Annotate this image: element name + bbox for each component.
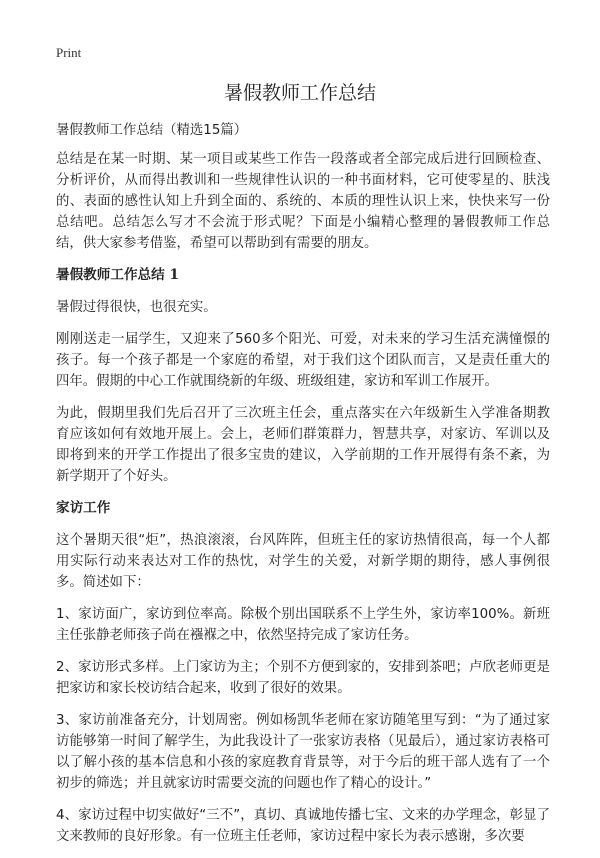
paragraph: 2、家访形式多样。上门家访为主；个别不方便到家的，安排到茶吧；卢欣老师更是把家访和家长校访结合起来，收到了很好的效果。 — [56, 660, 550, 696]
article-body — [56, 120, 550, 858]
page-title: 暑假教师工作总结 — [223, 82, 376, 104]
paragraph: 暑假过得很快，也很充实。 — [56, 300, 217, 315]
paragraph: 为此，假期里我们先后召开了三次班主任会，重点落实在六年级新生入学准备期教育应该如何有效地开展上。会上，老师们群策群力，智慧共享，对家访、军训以及即将到来的开学工作提出了很多宝贵的建议，入学前期的工作开展得有条不紊，为新学期开了个好头。 — [56, 406, 550, 484]
paragraph: 4、家访过程中切实做好“三不”，真切、真诚地传播七宝、文来的办学理念，彰显了文来教师的良好形象。有一位班主任老师，家访过程中家长为表示感谢，多次要 — [56, 808, 550, 844]
paragraph: 刚刚送走一届学生，又迎来了560多个阳光、可爱，对未来的学习生活充满憧憬的孩子。每一个孩子都是一个家庭的希望，对于我们这个团队而言，又是责任重大的四年。假期的中心工作就围绕新的年级、班级组建，家访和军训工作展开。 — [56, 332, 550, 389]
article-subtitle: 暑假教师工作总结（精选15篇） — [56, 123, 248, 138]
paragraph: 3、家访前准备充分，计划周密。例如杨凯华老师在家访随笔里写到：“为了通过家访能够第一时间了解学生，为此我设计了一张家访表格（见最后），通过家访表格可以了解小孩的基本信息和小孩的家庭教育背景等，对于今后的班干部人选有了一个初步的筛选；并且就家访时需要交流的问题也作了精心的设计。” — [56, 713, 550, 791]
intro-paragraph: 总结是在某一时期、某一项目或某些工作告一段落或者全部完成后进行回顾检查、分析评价，从而得出教训和一些规律性认识的一种书面材料，它可使零星的、肤浅的、表面的感性认知上升到全面的、系统的、本质的理性认识上来，快快来写一份总结吧。总结怎么写才不会流于形式呢？下面是小编精心整理的暑假教师工作总结，供大家参考借鉴，希望可以帮助到有需要的朋友。 — [56, 152, 550, 251]
section-heading-summary-1: 暑假教师工作总结 1 — [56, 267, 179, 283]
print-link[interactable]: Print — [56, 45, 82, 60]
paragraph: 这个暑期天很“炬”，热浪滚滚，台风阵阵，但班主任的家访热情很高，每一个人都用实际行动来表达对工作的热忱，对学生的关爱，对新学期的期待，感人事例很多。简述如下： — [56, 533, 550, 590]
paragraph: 1、家访面广，家访到位率高。除极个别出国联系不上学生外，家访率100%。新班主任张静老师孩子尚在襁褓之中，依然坚持完成了家访任务。 — [56, 607, 550, 643]
section-heading-home-visits: 家访工作 — [56, 500, 111, 516]
